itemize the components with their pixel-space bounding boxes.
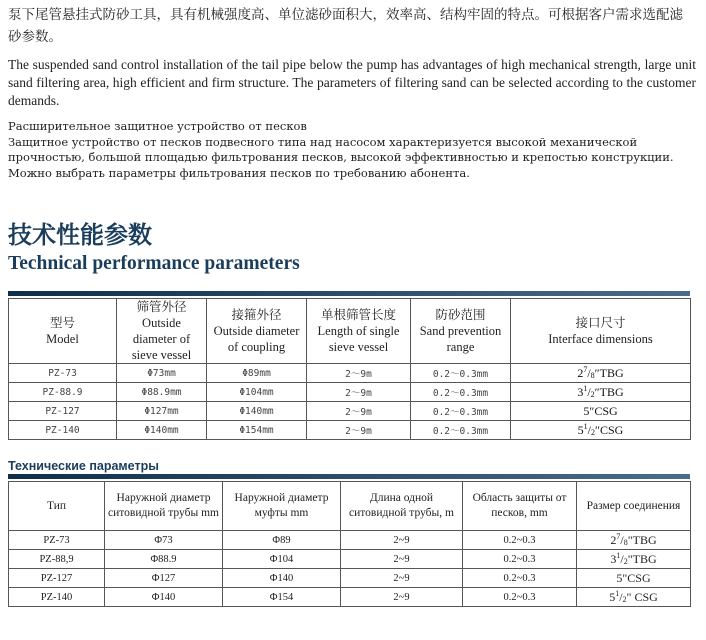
cell-coupling-diameter: Φ154 xyxy=(223,588,341,607)
header-sieve-length: 单根筛管长度 Length of single sieve vessel xyxy=(307,299,411,364)
cell-length: 2~9 xyxy=(341,550,463,569)
cell-type: PZ-73 xyxy=(9,531,105,550)
intro-chinese: 泵下尾管悬挂式防砂工具，具有机械强度高、单位滤砂面积大，效率高、结构牢固的特点。可根据客户需求选配滤砂参数。 xyxy=(8,7,683,45)
cell-range: 0.2～0.3mm xyxy=(411,402,511,421)
table-row xyxy=(9,364,691,383)
header-model: 型号 Model xyxy=(9,299,117,364)
cell-coupling-diameter: Φ89 xyxy=(223,531,341,550)
header-sand-range: 防砂范围 Sand prevention range xyxy=(411,299,511,364)
cell-sieve-diameter: Φ127 xyxy=(105,569,223,588)
ru-header-sand-range: Область защиты от песков, mm xyxy=(463,482,577,531)
table-header-row xyxy=(9,482,691,531)
cell-sieve-diameter: Φ73 xyxy=(105,531,223,550)
cell-interface: $5^1/_2''CSG$ xyxy=(511,421,691,440)
section-title-chinese: 技术性能参数 xyxy=(8,221,152,249)
cell-coupling-diameter: Φ140mm xyxy=(207,402,307,421)
table-row xyxy=(9,569,691,588)
cell-interface: $3^1/_2"TBG$ xyxy=(577,550,691,569)
table-row xyxy=(9,383,691,402)
cell-sieve-diameter: Φ88.9 xyxy=(105,550,223,569)
ru-header-interface: Размер соединения xyxy=(577,482,691,531)
cell-model: PZ-88.9 xyxy=(9,383,117,402)
cell-range: 0.2～0.3mm xyxy=(411,421,511,440)
russian-table-title: Технические параметры xyxy=(8,459,159,473)
ru-header-sieve-diameter: Наружной диаметр ситовидной трубы mm xyxy=(105,482,223,531)
intro-english: The suspended sand control installation of the tail pipe below the pump has advantages of high mechanical strength, large unit sand filtering area, high efficient and firm structure. The parameters of filtering sand can be selected according to the customer demands. xyxy=(8,57,696,108)
table-row xyxy=(9,421,691,440)
intro-russian xyxy=(8,119,696,181)
cell-model: PZ-127 xyxy=(9,402,117,421)
header-coupling-diameter: 接箍外径 Outside diameter of coupling xyxy=(207,299,307,364)
cell-length: 2～9m xyxy=(307,383,411,402)
russian-divider-bar xyxy=(8,474,690,479)
cell-model: PZ-140 xyxy=(9,421,117,440)
cell-interface: $2^7/_8''TBG$ xyxy=(511,364,691,383)
cell-model: PZ-73 xyxy=(9,364,117,383)
cell-sieve-diameter: Φ88.9mm xyxy=(117,383,207,402)
cell-coupling-diameter: Φ89mm xyxy=(207,364,307,383)
ru-header-sieve-length: Длина одной ситовидной трубы, m xyxy=(341,482,463,531)
cell-range: 0.2~0.3 xyxy=(463,588,577,607)
table-row xyxy=(9,531,691,550)
cell-length: 2~9 xyxy=(341,569,463,588)
table-row xyxy=(9,588,691,607)
table-row xyxy=(9,550,691,569)
ru-header-coupling-diameter: Наружной диаметр муфты mm xyxy=(223,482,341,531)
cell-length: 2～9m xyxy=(307,364,411,383)
cell-sieve-diameter: Φ140 xyxy=(105,588,223,607)
cell-length: 2～9m xyxy=(307,402,411,421)
cell-coupling-diameter: Φ104 xyxy=(223,550,341,569)
cell-length: 2～9m xyxy=(307,421,411,440)
cell-type: PZ-88,9 xyxy=(9,550,105,569)
table-header-row xyxy=(9,299,691,364)
section-divider-bar xyxy=(8,291,690,296)
cell-interface: $3^1/_2''TBG$ xyxy=(511,383,691,402)
section-title-english: Technical performance parameters xyxy=(8,253,300,274)
cell-coupling-diameter: Φ154mm xyxy=(207,421,307,440)
cell-interface: $5^1/_2$" CSG xyxy=(577,588,691,607)
table-row xyxy=(9,402,691,421)
technical-parameters-table xyxy=(8,298,691,440)
cell-range: 0.2~0.3 xyxy=(463,569,577,588)
intro-russian-title: Расширительное защитное устройство от песков xyxy=(8,119,307,133)
cell-range: 0.2～0.3mm xyxy=(411,383,511,402)
cell-range: 0.2~0.3 xyxy=(463,531,577,550)
ru-header-type: Тип xyxy=(9,482,105,531)
header-interface: 接口尺寸 Interface dimensions xyxy=(511,299,691,364)
cell-type: PZ-127 xyxy=(9,569,105,588)
intro-russian-body: Защитное устройство от песков подвесного типа над насосом характеризуется высокой механической прочностью, большой площадью фильтрования песков, высокой эффективностью и крепостью конструкции. xyxy=(8,134,674,164)
intro-russian-note: Можно выбрать параметры фильтрования песков по требованию абонента. xyxy=(8,165,470,180)
cell-sieve-diameter: Φ127mm xyxy=(117,402,207,421)
cell-sieve-diameter: Φ73mm xyxy=(117,364,207,383)
russian-parameters-table xyxy=(8,481,691,607)
cell-coupling-diameter: Φ104mm xyxy=(207,383,307,402)
cell-type: PZ-140 xyxy=(9,588,105,607)
cell-range: 0.2~0.3 xyxy=(463,550,577,569)
cell-length: 2~9 xyxy=(341,531,463,550)
cell-interface: 5″CSG xyxy=(511,402,691,421)
cell-length: 2~9 xyxy=(341,588,463,607)
cell-interface: $2^7/_8"TBG$ xyxy=(577,531,691,550)
cell-range: 0.2～0.3mm xyxy=(411,364,511,383)
cell-interface: 5"CSG xyxy=(577,569,691,588)
cell-coupling-diameter: Φ140 xyxy=(223,569,341,588)
cell-sieve-diameter: Φ140mm xyxy=(117,421,207,440)
header-sieve-diameter: 筛管外径 Outside diameter of sieve vessel xyxy=(117,299,207,364)
